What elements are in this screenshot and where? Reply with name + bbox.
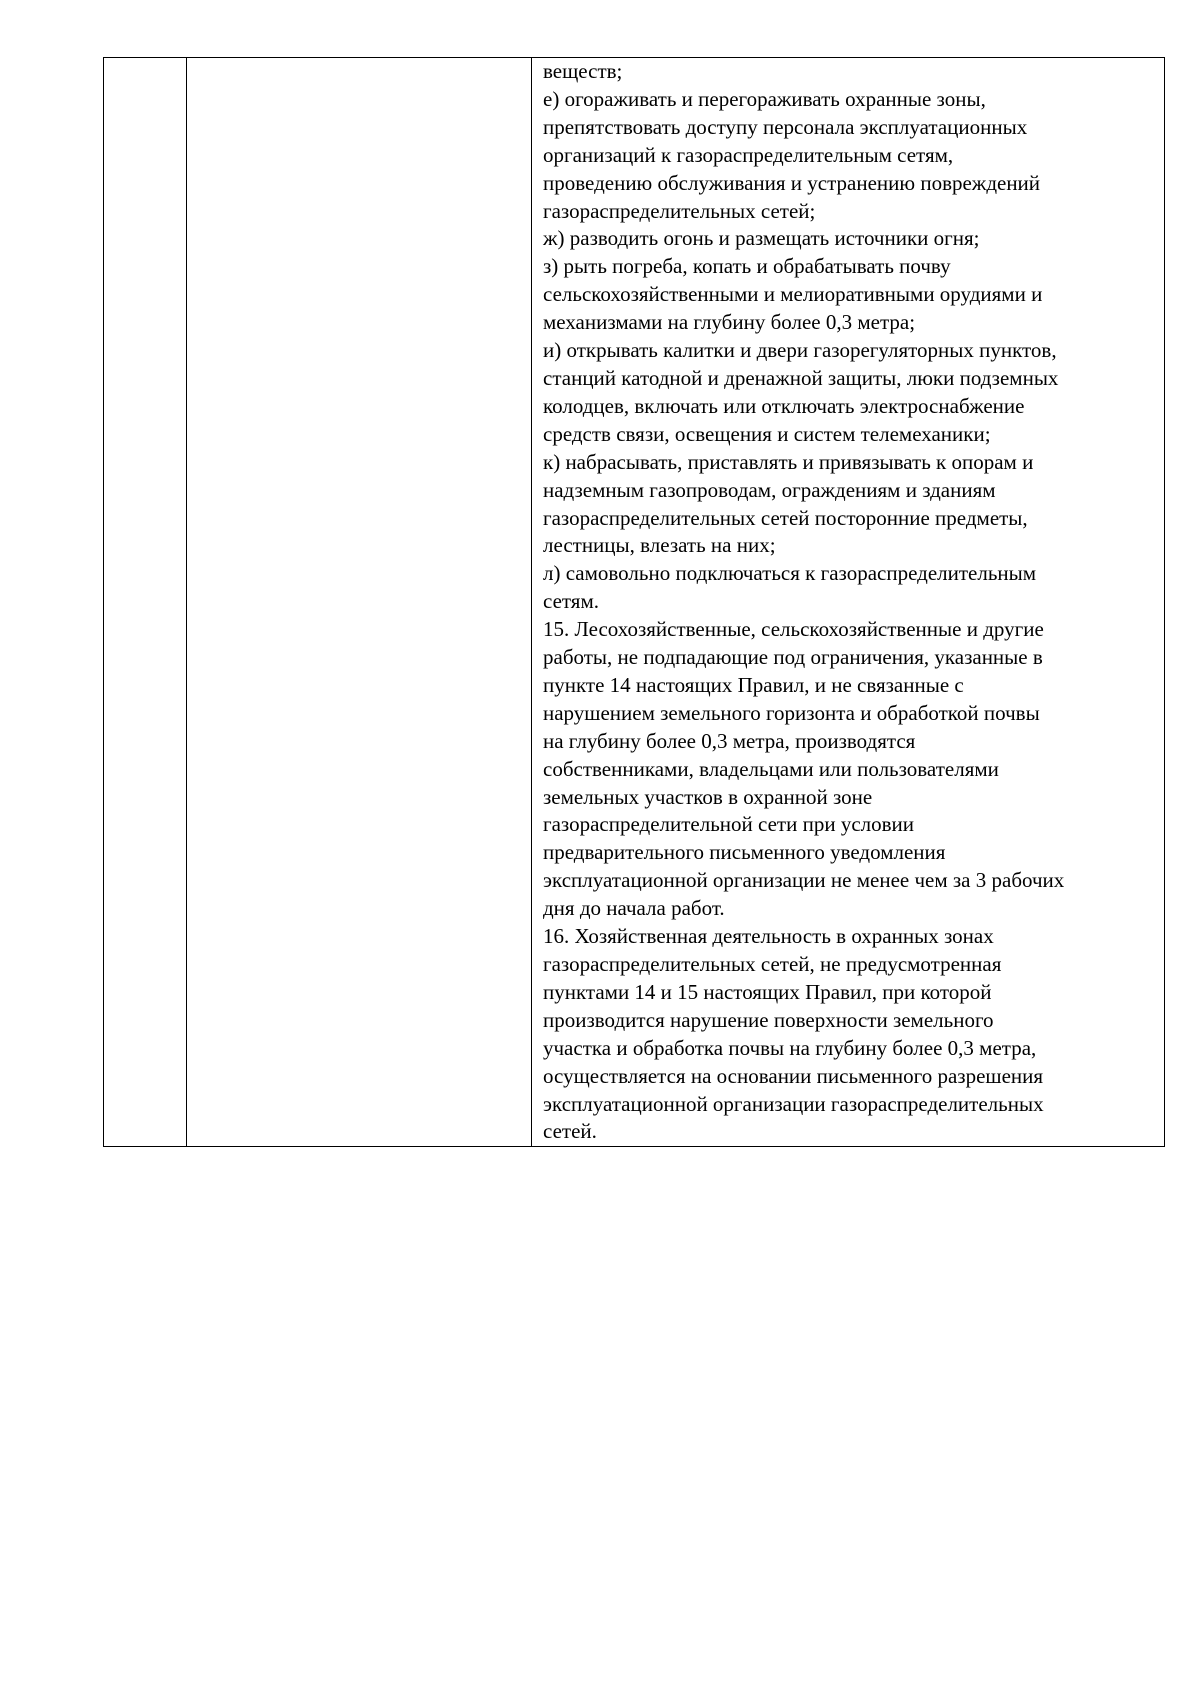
text-line: е) огораживать и перегораживать охранные зоны, [543,86,986,111]
text-line: газораспределительных сетей посторонние предметы, [543,505,1028,530]
text-line: газораспределительной сети при условии [543,812,915,837]
text-line: эксплуатационной организации не менее чем за 3 рабочих [543,868,1065,893]
text-line: пунктами 14 и 15 настоящих Правил, при которой [543,979,992,1004]
text-line: механизмами на глубину более 0,3 метра; [543,310,916,335]
text-line: станций катодной и дренажной защиты, люки подземных [543,365,1059,390]
text-line: на глубину более 0,3 метра, производятся [543,728,916,753]
table-cell-content [532,58,1165,1147]
text-line: участка и обработка почвы на глубину более 0,3 метра, [543,1035,1037,1060]
text-line: сельскохозяйственными и мелиоративными орудиями и [543,282,1043,307]
text-line: ж) разводить огонь и размещать источники огня; [543,226,980,251]
text-line: эксплуатационной организации газораспределительных [543,1091,1044,1116]
document-table [103,57,1165,1147]
text-line: надземным газопроводам, ограждениям и зданиям [543,477,996,502]
text-line: лестницы, влезать на них; [543,533,776,558]
text-line: к) набрасывать, приставлять и привязывать к опорам и [543,449,1034,474]
cell-text-block [532,58,1164,1146]
text-line: нарушением земельного горизонта и обработкой почвы [543,700,1040,725]
text-line: собственниками, владельцами или пользователями [543,756,999,781]
text-line: осуществляется на основании письменного разрешения [543,1063,1044,1088]
text-line: пункте 14 настоящих Правил, и не связанные с [543,672,964,697]
text-line: 15. Лесохозяйственные, сельскохозяйственные и другие [543,617,1044,642]
text-line: 16. Хозяйственная деятельность в охранных зонах [543,924,994,949]
text-line: веществ; [543,59,623,83]
text-line: з) рыть погреба, копать и обрабатывать почву [543,254,951,279]
text-line: работы, не подпадающие под ограничения, указанные в [543,645,1043,670]
text-line: предварительного письменного уведомления [543,840,946,865]
text-line: л) самовольно подключаться к газораспределительным [543,561,1037,586]
text-line: и) открывать калитки и двери газорегуляторных пунктов, [543,338,1057,363]
text-line: газораспределительных сетей, не предусмотренная [543,952,1002,976]
table-cell-name [187,58,532,1147]
text-line: производится нарушение поверхности земельного [543,1007,994,1032]
text-line: препятствовать доступу персонала эксплуатационных [543,114,1028,139]
table-cell-number [104,58,187,1147]
text-line: газораспределительных сетей; [543,198,816,223]
text-line: средств связи, освещения и систем телемеханики; [543,421,991,446]
text-line: сетям. [543,589,599,614]
text-line: организаций к газораспределительным сетям, [543,142,954,167]
table-row [104,58,1165,1147]
text-line: сетей. [543,1119,597,1144]
text-line: дня до начала работ. [543,896,725,921]
text-line: земельных участков в охранной зоне [543,784,873,809]
text-line: колодцев, включать или отключать электроснабжение [543,393,1025,418]
text-line: проведению обслуживания и устранению повреждений [543,170,1041,195]
